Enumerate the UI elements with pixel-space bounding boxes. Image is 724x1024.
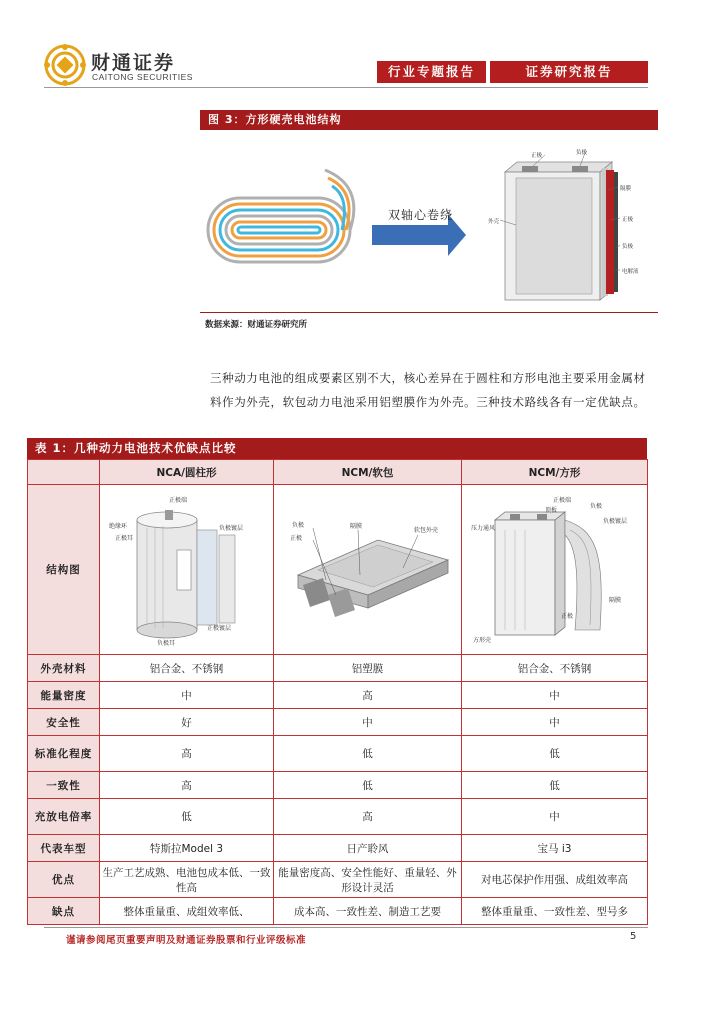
row-header: 能量密度: [28, 682, 100, 709]
prismatic-cell-icon: [465, 490, 645, 650]
table-cell: 中: [462, 682, 648, 709]
part-label: 电解液: [622, 269, 639, 275]
diagram-label: 正极端: [168, 496, 187, 504]
diagram-label: 顶板: [544, 506, 557, 514]
table-cell: 日产聆风: [274, 835, 462, 862]
table-cell: 成本高、一致性差、制造工艺要: [274, 898, 462, 925]
logo-mark-icon: [44, 44, 86, 86]
diagram-label: 正极端: [552, 496, 571, 504]
table-header-row: [28, 460, 648, 485]
table-cell: 高: [274, 682, 462, 709]
table-cell: 中: [462, 799, 648, 835]
footer-disclaimer: 谨请参阅尾页重要声明及财通证券股票和行业评级标准: [66, 935, 307, 946]
table-cell: 能量密度高、安全性能好、重量轻、外形设计灵活: [274, 862, 462, 898]
comparison-table: [27, 459, 648, 925]
table-cell: 低: [274, 736, 462, 772]
diagram-label: 负极耳: [156, 639, 175, 647]
part-label: 正极: [531, 153, 543, 159]
table-cell: 特斯拉Model 3: [100, 835, 274, 862]
diagram-label: 正极镀层: [206, 624, 231, 632]
diagram-label: 隔膜: [349, 522, 362, 530]
diagram-label: 方形壳: [472, 636, 491, 644]
table-cell: 高: [100, 736, 274, 772]
table-row: [28, 772, 648, 799]
row-header: 充放电倍率: [28, 799, 100, 835]
row-header: 优点: [28, 862, 100, 898]
diagram-label: 负极镀层: [602, 517, 627, 525]
table-cell: 铝塑膜: [274, 655, 462, 682]
table-cell: 好: [100, 709, 274, 736]
company-logo: [44, 44, 194, 88]
diagram-label: 压力通风: [470, 524, 495, 532]
diagram-label: 正极耳: [114, 534, 133, 542]
table-cell: 宝马 i3: [462, 835, 648, 862]
row-header: 代表车型: [28, 835, 100, 862]
column-header: NCM/软包: [274, 460, 462, 485]
diagram-label: 负极: [589, 502, 602, 510]
arrow-caption: 双轴心卷绕: [388, 208, 454, 222]
table-cell: 中: [100, 682, 274, 709]
cylindrical-structure-cell: [100, 485, 274, 655]
table-cell: 低: [100, 799, 274, 835]
table-row: [28, 862, 648, 898]
table-cell: 低: [274, 772, 462, 799]
column-header: NCM/方形: [462, 460, 648, 485]
column-header: NCA/圆柱形: [100, 460, 274, 485]
table-cell: 中: [274, 709, 462, 736]
diagram-label: 隔膜: [608, 596, 621, 604]
footer-divider: [44, 927, 648, 928]
table-row: [28, 655, 648, 682]
table-title: 表 1：几种动力电池技术优缺点比较: [27, 438, 647, 459]
figure-divider: [200, 312, 658, 313]
logo-english-name: CAITONG SECURITIES: [92, 72, 193, 82]
table-cell: 低: [462, 772, 648, 799]
row-header: 标准化程度: [28, 736, 100, 772]
table-cell: 高: [274, 799, 462, 835]
pouch-structure-cell: [274, 485, 462, 655]
row-header: 一致性: [28, 772, 100, 799]
research-report-tag: 证券研究报告: [490, 61, 648, 83]
part-label: 正极: [622, 217, 634, 223]
pouch-cell-icon: [278, 490, 458, 650]
cylindrical-cell-icon: [107, 490, 267, 650]
row-header: 外壳材料: [28, 655, 100, 682]
part-label: 负极: [622, 244, 634, 250]
table-cell: 对电芯保护作用强、成组效率高: [462, 862, 648, 898]
prismatic-cell-icon: [505, 162, 618, 300]
table-cell: 中: [462, 709, 648, 736]
table-row: [28, 835, 648, 862]
header-divider: [44, 87, 648, 88]
diagram-label: 负极: [291, 521, 304, 529]
table-cell: 生产工艺成熟、电池包成本低、一致性高: [100, 862, 274, 898]
table-row: [28, 799, 648, 835]
table-cell: 整体重量重、成组效率低、: [100, 898, 274, 925]
table-cell: 低: [462, 736, 648, 772]
row-header: 缺点: [28, 898, 100, 925]
row-header: 结构图: [28, 485, 100, 655]
table-cell: 铝合金、不锈钢: [100, 655, 274, 682]
part-label: 负极: [576, 150, 588, 156]
part-label: 外壳: [488, 219, 500, 225]
diagram-label: 负极镀层: [218, 524, 243, 532]
table-row: [28, 485, 648, 655]
diagram-label: 正极: [289, 534, 302, 542]
prismatic-structure-cell: [462, 485, 648, 655]
table-row: [28, 682, 648, 709]
jelly-roll-icon: [208, 170, 354, 262]
diagram-label: 软包外壳: [413, 526, 438, 534]
table-corner-cell: [28, 460, 100, 485]
table-row: [28, 736, 648, 772]
table-row: [28, 709, 648, 736]
part-label: 隔膜: [620, 186, 632, 192]
body-paragraph: 三种动力电池的组成要素区别不大，核心差异在于圆柱和方形电池主要采用金属材料作为外壳，软包动力电池采用铝塑膜作为外壳。三种技术路线各有一定优缺点。: [210, 371, 646, 409]
figure-title: 图 3：方形硬壳电池结构: [200, 110, 658, 130]
page-number: 5: [630, 931, 637, 942]
report-type-tag: 行业专题报告: [377, 61, 486, 83]
row-header: 安全性: [28, 709, 100, 736]
table-cell: 整体重量重、一致性差、型号多: [462, 898, 648, 925]
logo-chinese-name: 财通证券: [91, 52, 176, 74]
diagram-label: 正极: [560, 612, 573, 620]
diagram-label: 绝缘环: [108, 522, 127, 530]
table-row: [28, 898, 648, 925]
figure-source: 数据来源：财通证券研究所: [205, 320, 308, 330]
table-cell: 高: [100, 772, 274, 799]
table-cell: 铝合金、不锈钢: [462, 655, 648, 682]
